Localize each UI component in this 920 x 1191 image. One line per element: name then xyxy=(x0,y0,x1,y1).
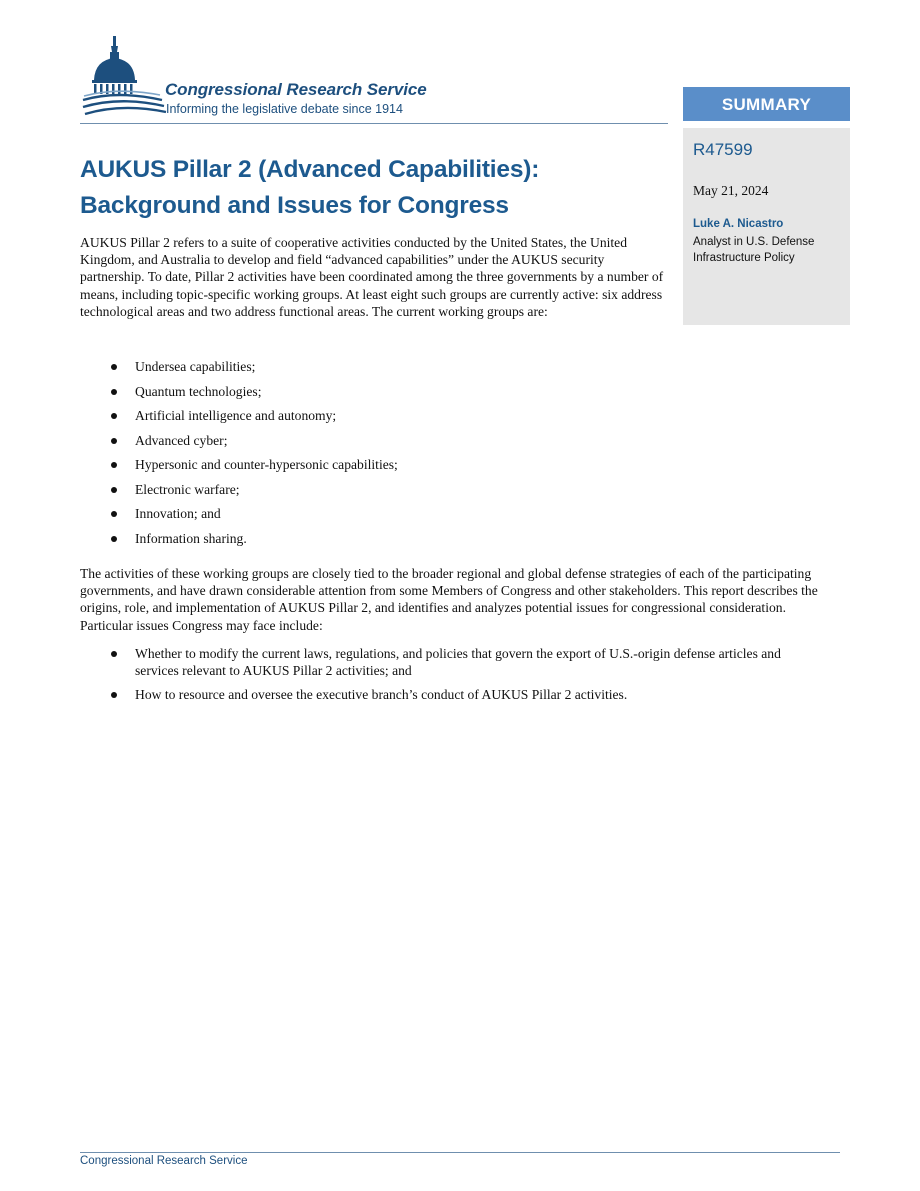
list-item: Undersea capabilities; xyxy=(80,358,665,383)
summary-label: SUMMARY xyxy=(683,87,850,121)
list-item: Hypersonic and counter-hypersonic capabilities; xyxy=(80,456,665,481)
list-item xyxy=(80,645,800,679)
working-groups-list xyxy=(80,358,665,554)
summary-sidebar xyxy=(683,128,850,325)
intro-paragraph: AUKUS Pillar 2 refers to a suite of cooperative activities conducted by the United States, the United Kingdom, and Australia to develop and field “advanced capabilities” under the AUKUS security partnership. To date, Pillar 2 activities have been coordinated among the three governments by a number of means, including topic-specific working groups. At least eight such groups are currently active: six address technological areas and two address functional areas. The current working groups are: xyxy=(80,235,664,319)
list-item xyxy=(80,686,800,703)
author-name: Luke A. Nicastro xyxy=(693,218,784,230)
author-title: Analyst in U.S. Defense Infrastructure Policy xyxy=(693,236,815,264)
list-item-text: Whether to modify the current laws, regulations, and policies that govern the export of U.S.-origin defense articles and services relevant to AUKUS Pillar 2 activities; and xyxy=(135,646,781,678)
list-item: Information sharing. xyxy=(80,530,665,555)
list-item: Electronic warfare; xyxy=(80,481,665,506)
list-item: Artificial intelligence and autonomy; xyxy=(80,407,665,432)
org-name: Congressional Research Service xyxy=(165,80,427,99)
page-title: AUKUS Pillar 2 (Advanced Capabilities): Background and Issues for Congress xyxy=(80,156,540,219)
header-divider xyxy=(80,123,668,124)
list-item: Innovation; and xyxy=(80,505,665,530)
list-item-text: How to resource and oversee the executive branch’s conduct of AUKUS Pillar 2 activities. xyxy=(135,687,628,702)
body-paragraph: The activities of these working groups are closely tied to the broader regional and global defense strategies of each of the participating governments, and have drawn considerable attention from some Members of Congress and other stakeholders. This report describes the origins, role, and implementation of AUKUS Pillar 2, and identifies and analyzes potential issues for congressional consideration. Particular issues Congress may face include: xyxy=(80,566,818,633)
footer-divider xyxy=(80,1152,840,1153)
list-item: Quantum technologies; xyxy=(80,383,665,408)
report-number: R47599 xyxy=(693,140,753,159)
report-date: May 21, 2024 xyxy=(693,183,769,198)
capitol-dome-icon xyxy=(80,34,170,120)
list-item: Advanced cyber; xyxy=(80,432,665,457)
org-tagline: Informing the legislative debate since 1914 xyxy=(166,102,403,116)
footer-text: Congressional Research Service xyxy=(80,1155,248,1167)
issues-list xyxy=(80,645,800,710)
